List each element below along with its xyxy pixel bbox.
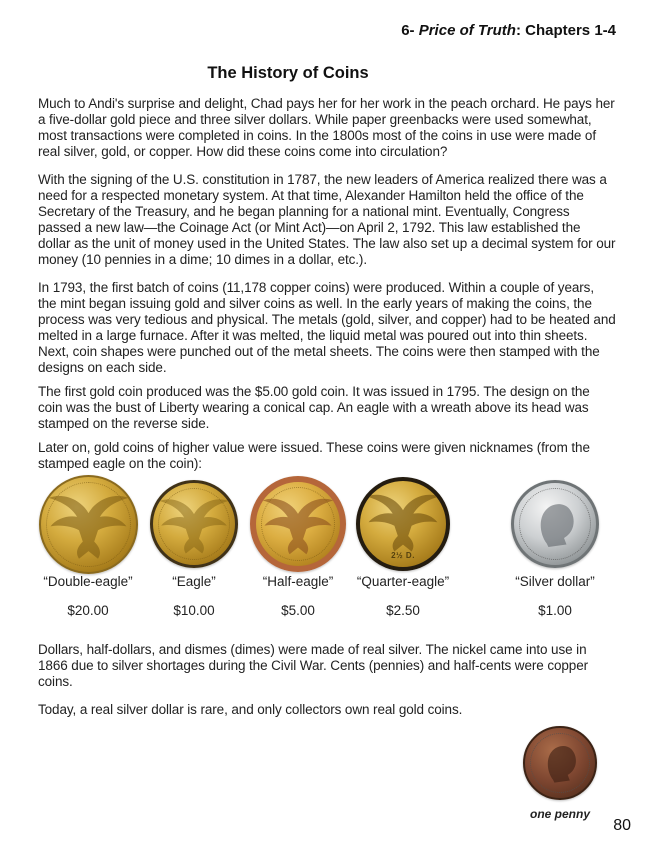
coin-item-half-eagle bbox=[245, 476, 351, 619]
header-chapter-suffix: : Chapters 1-4 bbox=[515, 22, 616, 39]
coin-nickname: “Silver dollar” bbox=[515, 574, 595, 589]
paragraph-first-batch: In 1793, the first batch of coins (11,178 copper coins) were produced. Within a couple of years, the mint began issuing gold and silver coins as well. In the early years of making the coins, the process was very tedious and physical. The metals (gold, silver, and copper) had to be heated and melted in a large furnace. After it was melted, the liquid metal was poured out into thin sheets. Next, coin shapes were punched out of the metal sheets. The coins were then stamped with the designs on each side. bbox=[38, 280, 616, 375]
paragraph-intro: Much to Andi's surprise and delight, Chad pays her for her work in the peach orchard. He pays her a five-dollar gold piece and three silver dollars. While paper greenbacks were used somewhat, most transactions were completed in coins. In the 1800s most of the coins in use were made of real silver, gold, or copper. How did these coins come into circulation? bbox=[38, 96, 615, 159]
coin-rim-dots bbox=[158, 488, 230, 560]
quarter-eagle-coin-image bbox=[356, 477, 450, 571]
paragraph-silver-coins: Dollars, half-dollars, and dismes (dimes) were made of real silver. The nickel came into use in 1866 due to silver shortages during the Civil War. Cents (pennies) and half-cents were copper coins. bbox=[38, 642, 588, 689]
eagle-coin-image bbox=[150, 480, 238, 568]
coin-value: $10.00 bbox=[173, 603, 215, 618]
penny-caption: one penny bbox=[529, 807, 590, 821]
coin-image-box bbox=[245, 476, 351, 572]
paragraph-nicknames: Later on, gold coins of higher value were issued. These coins were given nicknames (from the stamped eagle on the coin): bbox=[38, 440, 590, 471]
silver-dollar-coin-image bbox=[511, 480, 599, 568]
coin-rim-dots bbox=[46, 482, 131, 567]
coin-item-quarter-eagle bbox=[350, 476, 456, 619]
paragraph-first-gold-coin: The first gold coin produced was the $5.00 gold coin. It was issued in 1795. The design on the coin was the bust of Liberty wearing a conical cap. An eagle with a wreath above its head was stamped on the reverse side. bbox=[38, 384, 590, 431]
paragraph-today: Today, a real silver dollar is rare, and only collectors own real gold coins. bbox=[38, 702, 463, 717]
paragraph-constitution: With the signing of the U.S. constitution in 1787, the new leaders of America realized there was a need for a respected monetary system. At that time, Alexander Hamilton held the office of the Secretary of the Treasury, and he began planning for a national mint. Eventually, Congress passed a new law—the Coinage Act (or Mint Act)—on April 2, 1792. This law established the dollar as the unit of money used in the United States. The law also set up a decimal system for our money (10 pennies in a dime; 10 dimes in a dollar, etc.). bbox=[38, 172, 616, 267]
coin-denomination-inscription: 2½ D. bbox=[391, 551, 415, 560]
coin-rim-dots bbox=[519, 488, 591, 560]
coin-gallery bbox=[0, 476, 650, 618]
double-eagle-coin-image bbox=[39, 475, 138, 574]
coin-item-silver-dollar bbox=[473, 476, 637, 619]
coin-item-eagle bbox=[146, 476, 242, 619]
coin-value: $1.00 bbox=[538, 603, 572, 618]
coin-image-box bbox=[350, 476, 456, 572]
coin-item-double-eagle bbox=[28, 476, 148, 619]
coin-nickname: “Eagle” bbox=[172, 574, 216, 589]
page-title: The History of Coins bbox=[207, 64, 369, 82]
coin-rim-dots bbox=[261, 487, 335, 561]
coin-nickname: “Quarter-eagle” bbox=[356, 574, 450, 589]
half-eagle-coin-image bbox=[250, 476, 346, 572]
coin-nickname: “Double-eagle” bbox=[43, 574, 133, 589]
coin-value: $20.00 bbox=[67, 603, 109, 618]
document-body bbox=[38, 96, 616, 718]
page-header bbox=[38, 22, 616, 40]
page-number: 80 bbox=[613, 817, 631, 834]
penny-figure bbox=[512, 726, 608, 821]
coin-image-box bbox=[146, 476, 242, 572]
coin-value: $5.00 bbox=[281, 603, 315, 618]
coin-rim-dots bbox=[530, 733, 590, 793]
coin-nickname: “Half-eagle” bbox=[262, 574, 334, 589]
header-chapter-prefix: 6- bbox=[401, 22, 419, 39]
coin-value: $2.50 bbox=[386, 603, 420, 618]
header-book-title: Price of Truth bbox=[418, 22, 516, 39]
coin-image-box bbox=[28, 476, 148, 572]
penny-coin-image bbox=[523, 726, 597, 800]
coin-image-box bbox=[473, 476, 637, 572]
